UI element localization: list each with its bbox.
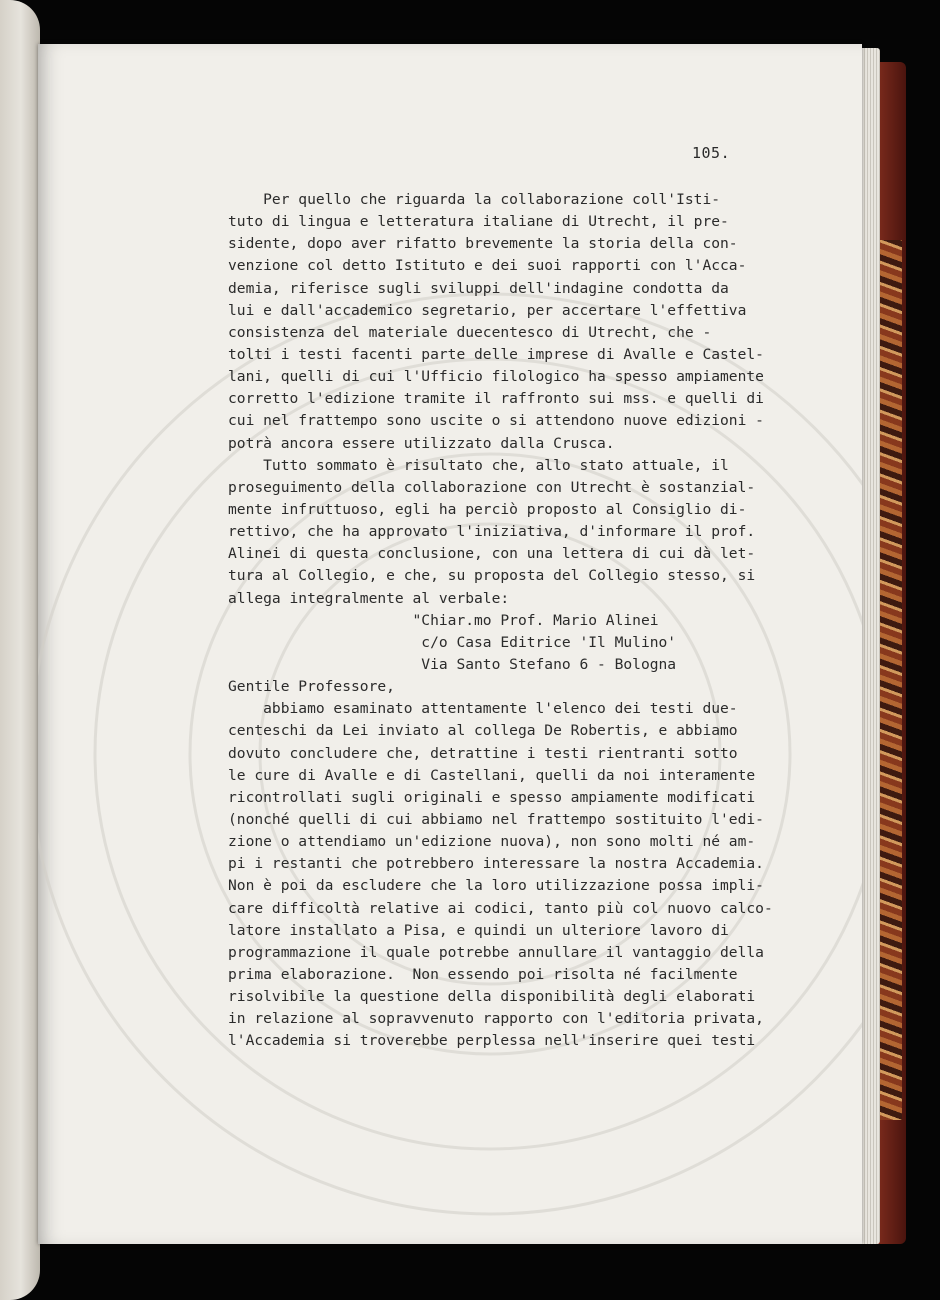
- text-line: l'Accademia si troverebbe perplessa nell'inserire quei testi: [228, 1032, 756, 1050]
- salutation-line: Gentile Professore,: [228, 678, 395, 696]
- text-line: prima elaborazione. Non essendo poi risolta né facilmente: [228, 965, 738, 983]
- text-line: Non è poi da escludere che la loro utilizzazione possa impli-: [228, 877, 764, 895]
- text-line: risolvibile la questione della disponibilità degli elaborati: [228, 988, 756, 1006]
- text-line: zione o attendiamo un'edizione nuova), non sono molti né am-: [228, 833, 756, 851]
- text-line: le cure di Avalle e di Castellani, quelli da noi interamente: [228, 766, 756, 784]
- text-line: Tutto sommato è risultato che, allo stato attuale, il: [228, 456, 729, 474]
- text-line: programmazione il quale potrebbe annullare il vantaggio della: [228, 943, 764, 961]
- text-line: centeschi da Lei inviato al collega De Robertis, e abbiamo: [228, 722, 738, 740]
- address-line: Via Santo Stefano 6 - Bologna: [228, 655, 677, 673]
- text-line: potrà ancora essere utilizzato dalla Crusca.: [228, 434, 615, 452]
- page-number: 105.: [692, 144, 731, 162]
- address-line: c/o Casa Editrice 'Il Mulino': [228, 633, 677, 651]
- text-line: (nonché quelli di cui abbiamo nel frattempo sostituito l'edi-: [228, 810, 764, 828]
- text-line: latore installato a Pisa, e quindi un ulteriore lavoro di: [228, 921, 729, 939]
- text-line: tura al Collegio, e che, su proposta del Collegio stesso, si: [228, 567, 756, 585]
- text-line: Per quello che riguarda la collaborazione coll'Isti-: [228, 191, 721, 208]
- text-line: pi i restanti che potrebbero interessare la nostra Accademia.: [228, 855, 764, 873]
- text-line: rettivo, che ha approvato l'iniziativa, d'informare il prof.: [228, 523, 756, 541]
- text-line: consistenza del materiale duecentesco di Utrecht, che -: [228, 323, 712, 341]
- text-line: tolti i testi facenti parte delle imprese di Avalle e Castel-: [228, 345, 764, 363]
- text-line: dovuto concludere che, detrattine i testi rientranti sotto: [228, 744, 738, 762]
- text-line: tuto di lingua e letteratura italiane di Utrecht, il pre-: [228, 213, 729, 231]
- text-line: proseguimento della collaborazione con Utrecht è sostanzial-: [228, 478, 756, 496]
- text-line: mente infruttuoso, egli ha perciò proposto al Consiglio di-: [228, 500, 747, 518]
- text-line: cui nel frattempo sono uscite o si attendono nuove edizioni -: [228, 412, 764, 430]
- text-line: in relazione al sopravvenuto rapporto con l'editoria privata,: [228, 1010, 764, 1028]
- text-line: Alinei di questa conclusione, con una lettera di cui dà let-: [228, 545, 756, 563]
- left-page-edge: [0, 0, 40, 1300]
- text-line: sidente, dopo aver rifatto brevemente la storia della con-: [228, 235, 738, 253]
- text-line: venzione col detto Istituto e dei suoi rapporti con l'Acca-: [228, 257, 747, 275]
- text-line: demia, riferisce sugli sviluppi dell'indagine condotta da: [228, 279, 729, 297]
- text-line: lui e dall'accademico segretario, per accertare l'effettiva: [228, 301, 747, 319]
- text-line: allega integralmente al verbale:: [228, 589, 510, 607]
- document-page: [38, 44, 862, 1244]
- text-line: ricontrollati sugli originali e spesso ampiamente modificati: [228, 788, 756, 806]
- typewritten-text: [228, 189, 828, 1052]
- text-line: corretto l'edizione tramite il raffronto sui mss. e quelli di: [228, 390, 764, 408]
- address-line: "Chiar.mo Prof. Mario Alinei: [228, 611, 659, 629]
- text-line: abbiamo esaminato attentamente l'elenco dei testi due-: [228, 700, 738, 718]
- text-line: lani, quelli di cui l'Ufficio filologico ha spesso ampiamente: [228, 368, 764, 386]
- text-line: care difficoltà relative ai codici, tanto più col nuovo calco-: [228, 899, 773, 917]
